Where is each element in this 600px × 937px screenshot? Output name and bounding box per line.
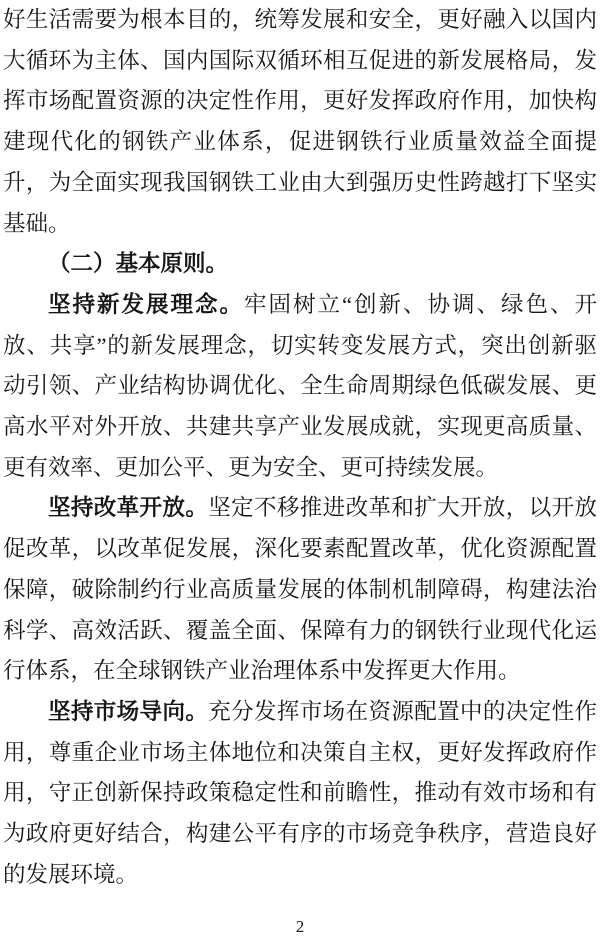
paragraph-text: 充分发挥市场在资源配置中的决定性作用，尊重企业市场主体地位和决策自主权，更好发挥政府作用，守正创新保持政策稳定性和前瞻性，推动有效市场和有为政府更好结合，构建公平有序的市场竞争秩序，营造良好的发展环境。 (3, 698, 597, 887)
paragraph-text: 牢固树立“创新、协调、绿色、开放、共享”的新发展理念，切实转变发展方式，突出创新驱动引领、产业结构协调优化、全生命周期绿色低碳发展、更高水平对外开放、共建共享产业发展成就，实现更高质量、更有效率、更加公平、更为安全、更可持续发展。 (3, 291, 597, 480)
section-heading (3, 244, 597, 285)
paragraph-text: 坚定不移推进改革和扩大开放，以开放促改革，以改革促发展，深化要素配置改革，优化资源配置保障，破除制约行业高质量发展的体制机制障碍，构建法治科学、高效活跃、覆盖全面、保障有力的钢铁行业现代化运行体系，在全球钢铁产业治理体系中发挥更大作用。 (3, 495, 597, 684)
paragraph (3, 285, 597, 489)
paragraph (3, 488, 597, 692)
page-number: 2 (295, 917, 305, 936)
paragraph-lead: 坚持改革开放。 (48, 495, 209, 521)
paragraph-lead: 坚持新发展理念。 (48, 291, 244, 317)
paragraph-text: 好生活需要为根本目的，统筹发展和安全，更好融入以国内大循环为主体、国内国际双循环相互促进的新发展格局，发挥市场配置资源的决定性作用，更好发挥政府作用，加快构建现代化的钢铁产业体系，促进钢铁行业质量效益全面提升，为全面实现我国钢铁工业由大到强历史性跨越打下坚实基础。 (3, 7, 597, 236)
paragraph-lead: （二）基本原则。 (48, 251, 229, 277)
paragraph (3, 0, 597, 244)
paragraph-lead: 坚持市场导向。 (48, 698, 209, 724)
paragraph (3, 692, 597, 896)
